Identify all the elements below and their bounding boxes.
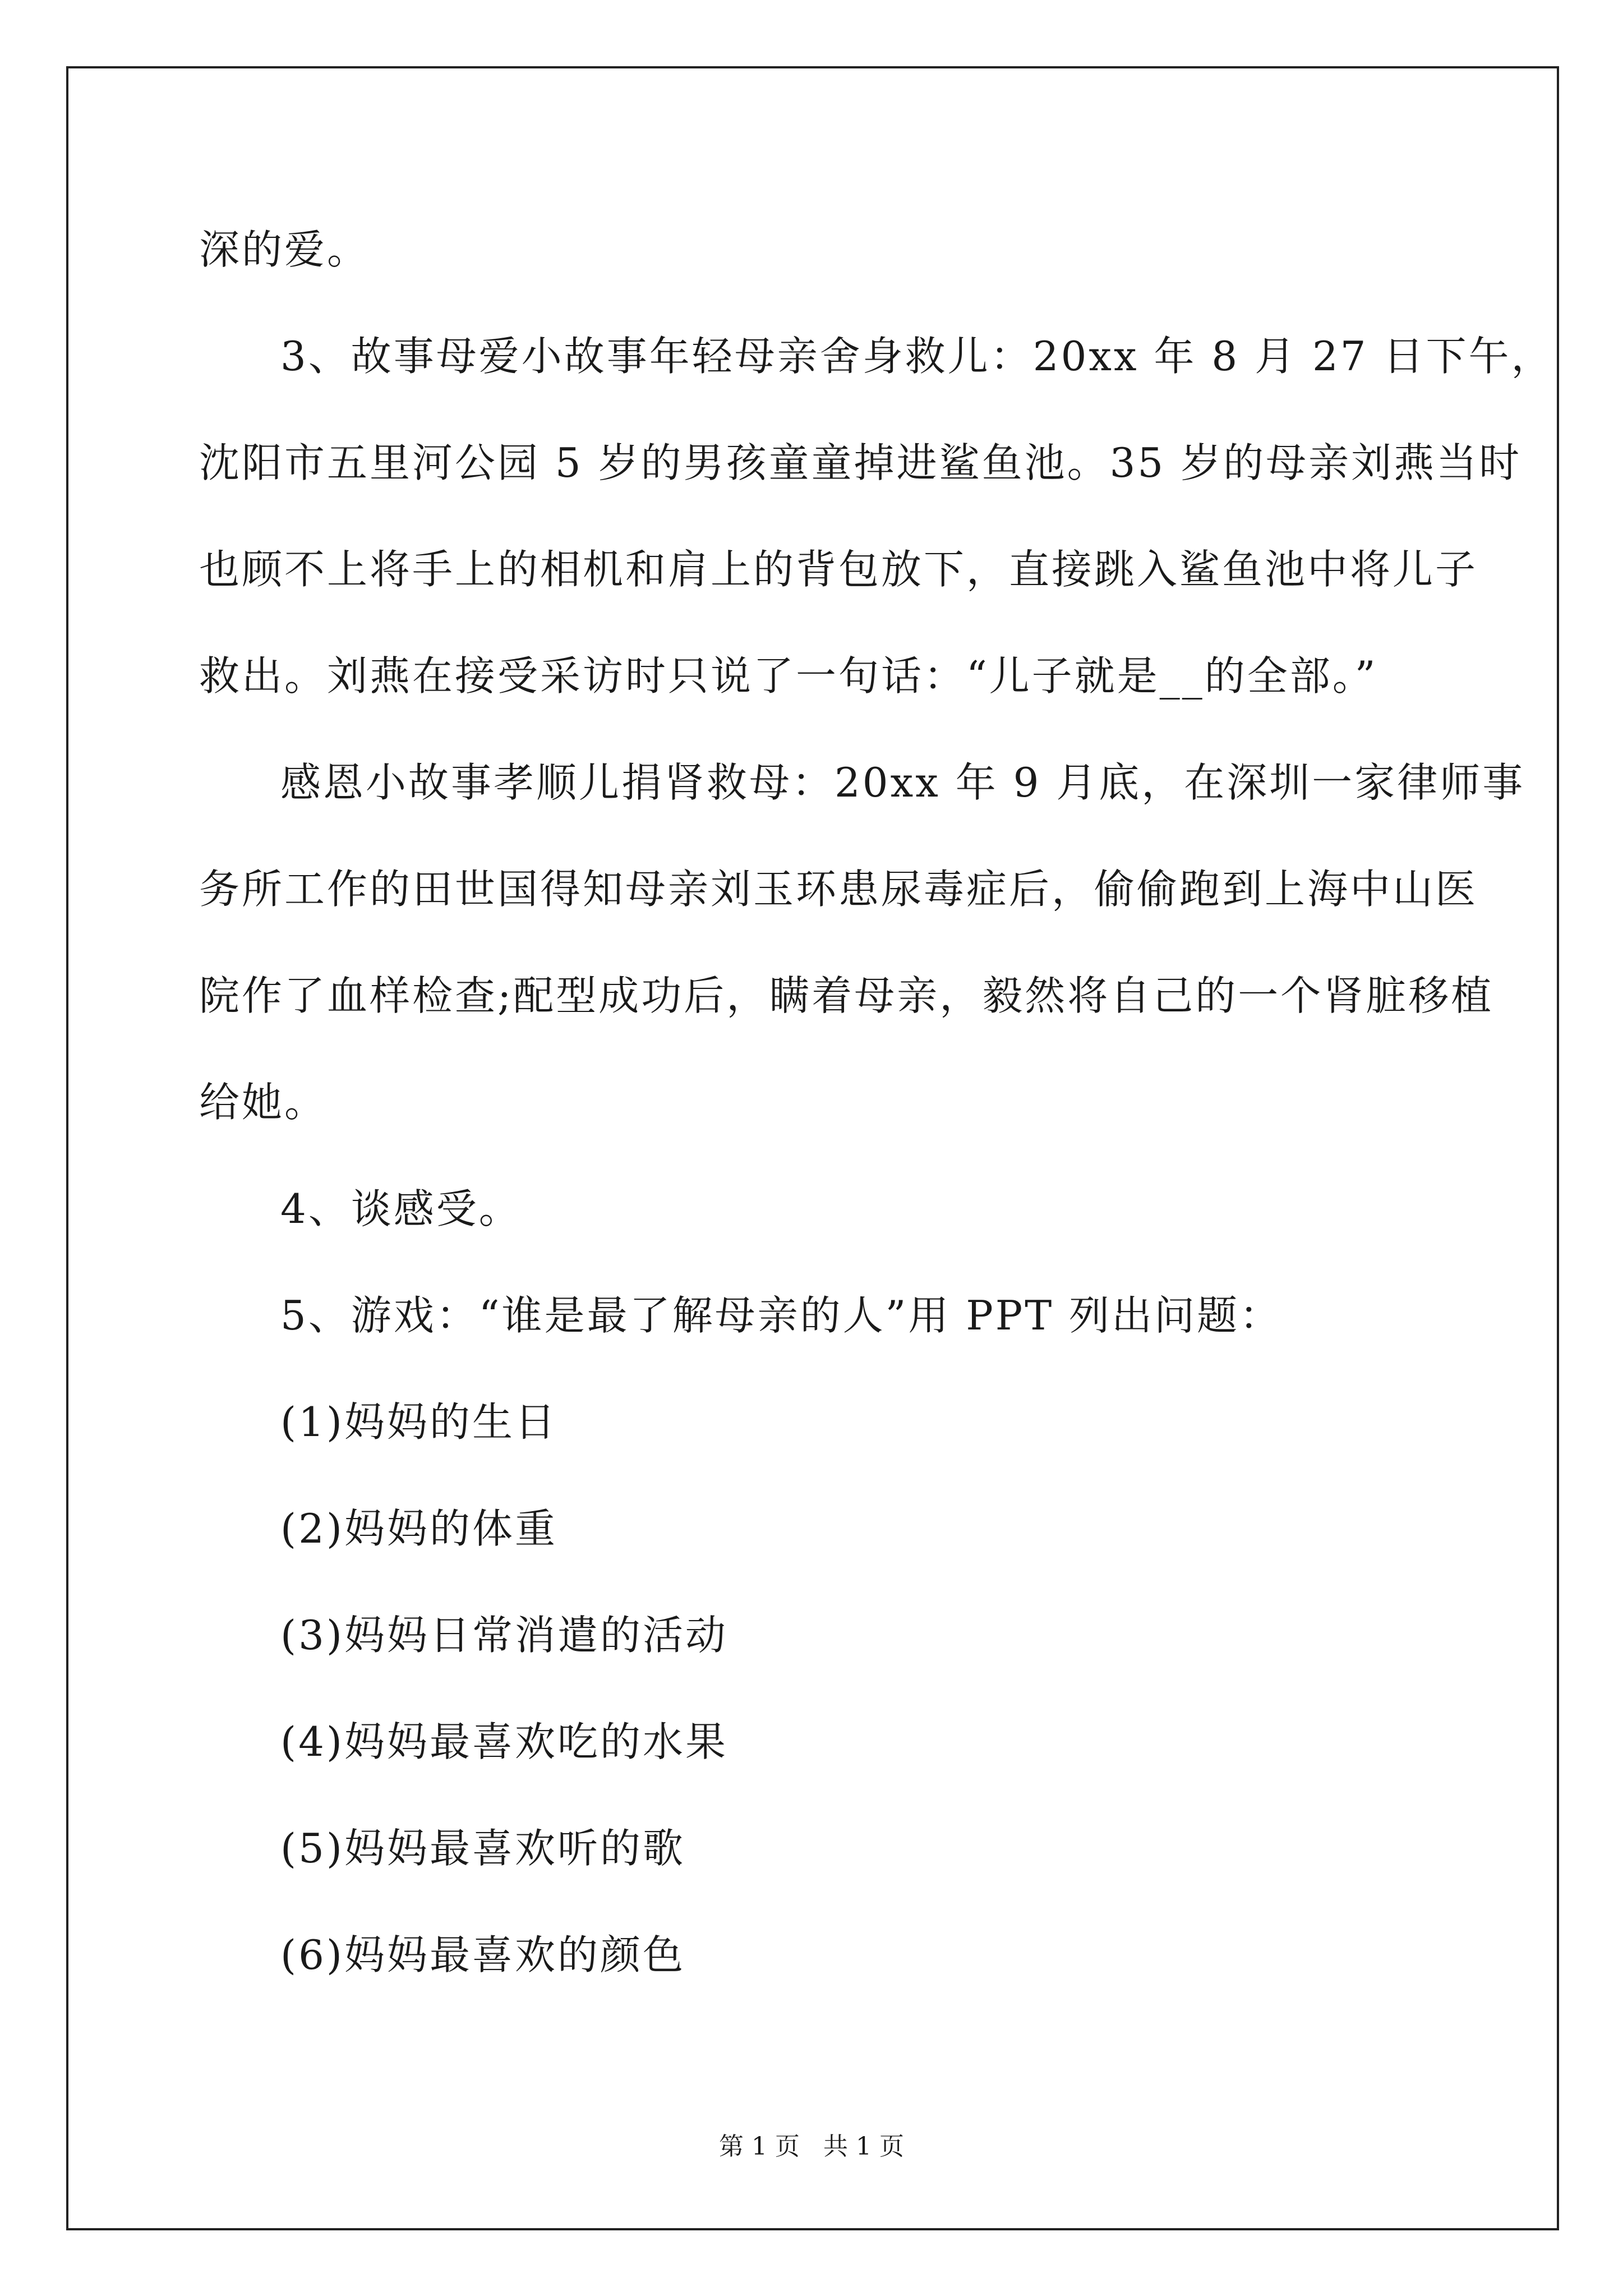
list-item: (1)妈妈的生日 [280, 1398, 557, 1446]
text-line: 给她。 [199, 1079, 328, 1126]
list-item: (3)妈妈日常消遣的活动 [280, 1612, 728, 1659]
text-line: 深的爱。 [199, 226, 370, 273]
text-line: 感恩小故事孝顺儿捐肾救母：20xx 年 9 月底，在深圳一家律师事 [280, 759, 1525, 806]
text-line: 也顾不上将手上的相机和肩上的背包放下，直接跳入鲨鱼池中将儿子 [199, 546, 1478, 593]
list-item: (5)妈妈最喜欢听的歌 [280, 1825, 685, 1872]
text-line: 5、游戏：“谁是最了解母亲的人”用 PPT 列出问题： [280, 1292, 1283, 1339]
list-item: (2)妈妈的体重 [280, 1505, 557, 1552]
text-line: 务所工作的田世国得知母亲刘玉环患尿毒症后，偷偷跑到上海中山医 [199, 866, 1478, 913]
text-line: 院作了血样检查;配型成功后，瞒着母亲，毅然将自己的一个肾脏移植 [199, 972, 1494, 1019]
text-line: 沈阳市五里河公园 5 岁的男孩童童掉进鲨鱼池。35 岁的母亲刘燕当时 [199, 439, 1522, 486]
page-footer: 第 1 页 共 1 页 [719, 2132, 904, 2161]
page-border [66, 66, 1559, 2230]
text-line: 救出。刘燕在接受采访时只说了一句话：“儿子就是__的全部。” [199, 652, 1378, 700]
list-item: (4)妈妈最喜欢吃的水果 [280, 1718, 728, 1765]
text-line: 3、故事母爱小故事年轻母亲舍身救儿：20xx 年 8 月 27 日下午， [280, 333, 1554, 380]
text-line: 4、谈感受。 [280, 1185, 522, 1232]
list-item: (6)妈妈最喜欢的颜色 [280, 1931, 685, 1978]
